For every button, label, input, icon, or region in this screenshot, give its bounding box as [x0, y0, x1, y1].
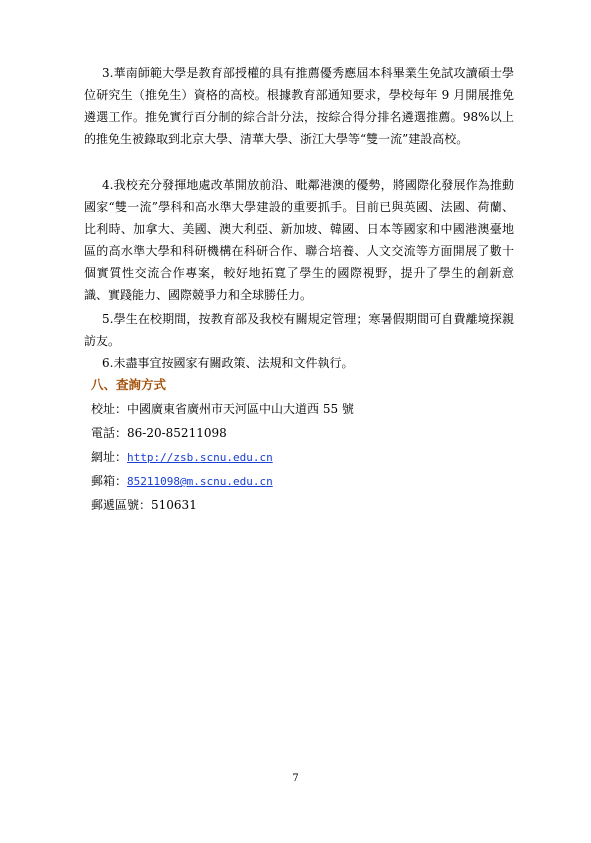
address-label: 校址： — [91, 402, 128, 416]
paragraph-student-management: 5.學生在校期間，按教育部及我校有關規定管理；寒暑假期間可自費離境探親訪友。 — [84, 312, 514, 348]
contact-email — [91, 470, 273, 493]
page-number: 7 — [292, 773, 299, 784]
contact-phone — [91, 422, 227, 444]
address-value: 中國廣東省廣州市天河區中山大道西 55 號 — [127, 402, 354, 416]
paragraph-recommendation: 3.華南師範大學是教育部授權的具有推薦優秀應屆本科畢業生免試攻讀碩士學位研究生（推免生）資格的高校。根據教育部通知要求，學校每年 9 月開展推免遴選工作。推免實行百分制的綜合計分法，按綜合得分排名遴選推薦。98%以上的推免生被錄取到北京大學、清華大學、浙江大學等“雙一流”建設高校。 — [84, 66, 514, 146]
contact-address — [91, 398, 354, 420]
contact-website — [91, 446, 273, 469]
email-label: 郵箱： — [91, 474, 128, 488]
website-link[interactable]: http://zsb.scnu.edu.cn — [127, 451, 273, 464]
email-link[interactable]: 85211098@m.scnu.edu.cn — [127, 475, 273, 488]
phone-label: 電話： — [91, 426, 128, 440]
contact-postcode — [91, 494, 197, 516]
section-heading-contact: 八、查詢方式 — [91, 377, 167, 392]
phone-value: 86-20-85211098 — [127, 426, 227, 440]
website-label: 網址： — [91, 450, 128, 464]
postcode-value: 510631 — [151, 498, 197, 512]
paragraph-internationalization: 4.我校充分發揮地處改革開放前沿、毗鄰港澳的優勢，將國際化發展作為推動國家“雙一流”學科和高水準大學建設的重要抓手。目前已與英國、法國、荷蘭、比利時、加拿大、美國、澳大利亞、新加坡、韓國、日本等國家和中國港澳臺地區的高水準大學和科研機構在科研合作、聯合培養、人文交流等方面開展了數十個實質性交流合作專案，較好地拓寬了學生的國際視野，提升了學生的創新意識、實踐能力、國際競爭力和全球勝任力。 — [84, 178, 514, 302]
postcode-label: 郵遞區號： — [91, 498, 152, 512]
paragraph-other-matters: 6.未盡事宜按國家有關政策、法規和文件執行。 — [102, 356, 354, 370]
